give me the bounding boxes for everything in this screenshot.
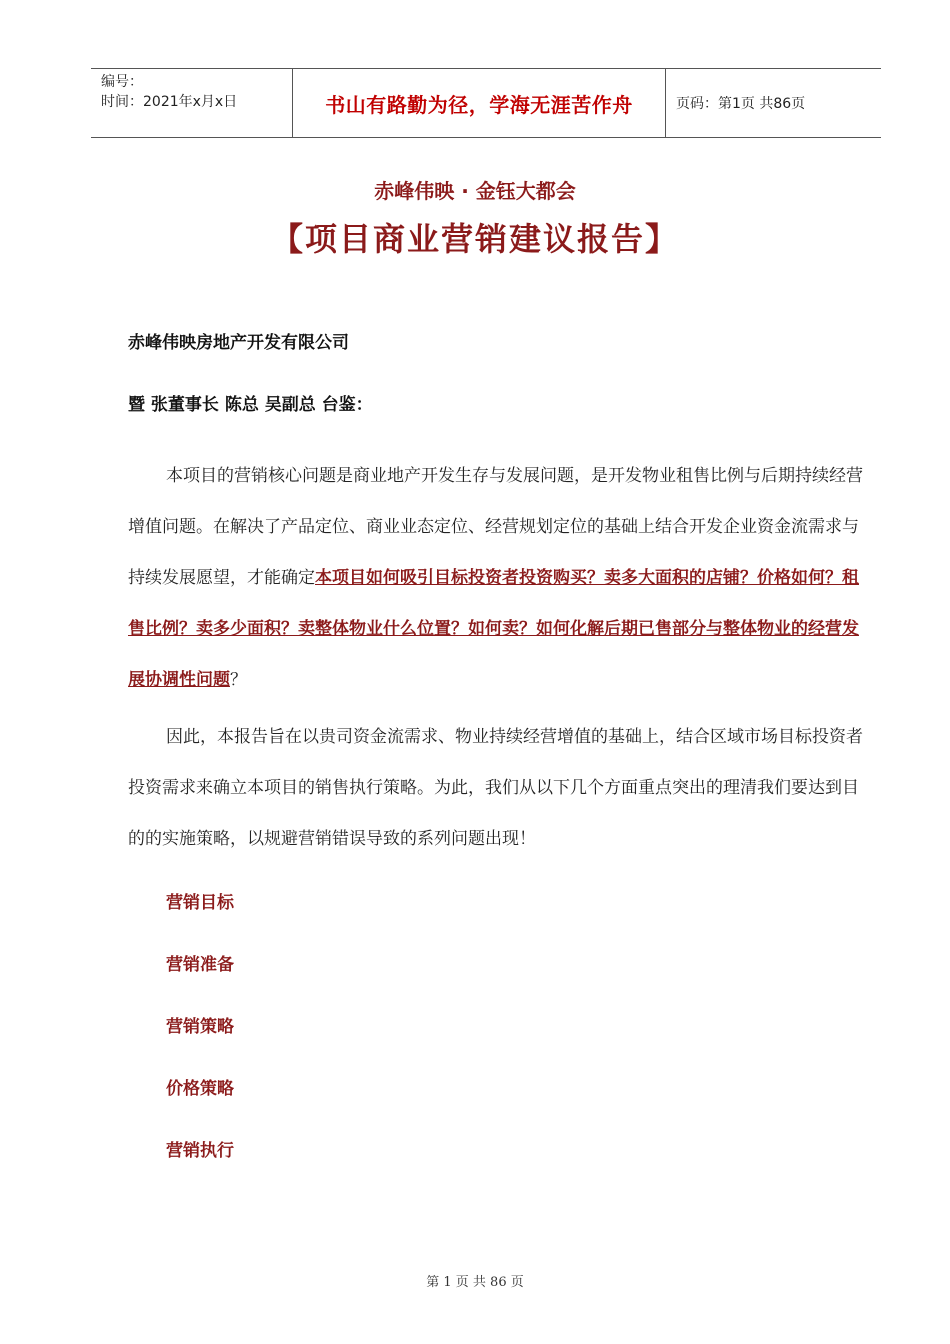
paragraph-1 bbox=[128, 451, 868, 706]
section-item: 营销目标 bbox=[166, 893, 234, 913]
time-label: 时间：2021年x月x日 bbox=[101, 94, 238, 110]
section-item: 营销准备 bbox=[166, 955, 234, 975]
header-page-info: 页码：第1页 共86页 bbox=[676, 96, 806, 112]
header-table bbox=[91, 68, 881, 138]
section-item: 营销策略 bbox=[166, 1017, 234, 1037]
section-item: 营销执行 bbox=[166, 1141, 234, 1161]
document-title: 【项目商业营销建议报告】 bbox=[270, 220, 679, 258]
document-subtitle: 赤峰伟映 · 金钰大都会 bbox=[374, 179, 576, 203]
paragraph-1-text: 本项目的营销核心问题是商业地产开发生存与发展问题，是开发物业租售比例与后期持续经营增值问题。在解决了产品定位、商业业态定位、经营规划定位的基础上结合开发企业资金流需求与持续发展愿望，才能确定 bbox=[128, 466, 863, 588]
section-item: 价格策略 bbox=[166, 1079, 234, 1099]
header-motto: 书山有路勤为径，学海无涯苦作舟 bbox=[293, 69, 666, 137]
page-footer: 第 1 页 共 86 页 bbox=[426, 1275, 524, 1290]
addressees: 暨 张董事长 陈总 吴副总 台鉴： bbox=[128, 395, 373, 415]
company-name: 赤峰伟映房地产开发有限公司 bbox=[128, 333, 349, 353]
header-meta-cell bbox=[91, 69, 293, 137]
paragraph-1-highlight: 本项目如何吸引目标投资者投资购买？卖多大面积的店铺？价格如何？租售比例？卖多少面积？卖整体物业什么位置？如何卖？如何化解后期已售部分与整体物业的经营发展协调性问题 bbox=[128, 568, 859, 690]
paragraph-2: 因此，本报告旨在以贵司资金流需求、物业持续经营增值的基础上，结合区域市场目标投资者投资需求来确立本项目的销售执行策略。为此，我们从以下几个方面重点突出的理清我们要达到目的的实施策略，以规避营销错误导致的系列问题出现！ bbox=[128, 727, 863, 849]
paragraph-1-end: ？ bbox=[230, 670, 247, 690]
number-label: 编号： bbox=[101, 74, 143, 90]
